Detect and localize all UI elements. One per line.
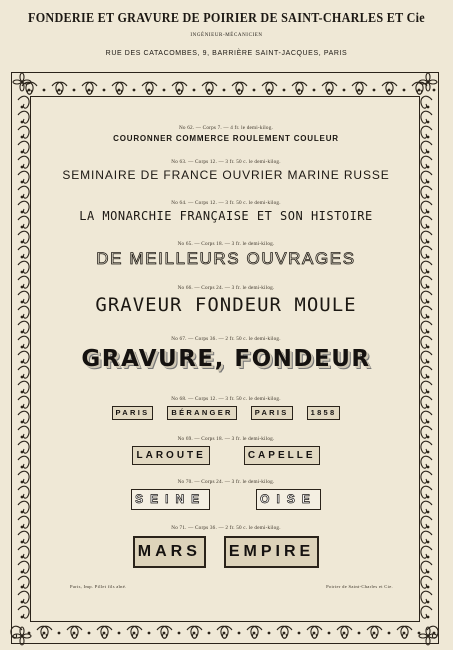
- banner-word: PARIS: [251, 406, 293, 420]
- specimen-spec: No 65. — Corps 18. — 3 fr. le demi-kilog.: [177, 241, 275, 247]
- specimen-line: LA MONARCHIE FRANÇAISE ET SON HISTOIRE: [79, 209, 373, 223]
- specimen-line: GRAVEUR FONDEUR MOULE: [95, 294, 357, 316]
- banner-word: SEINE: [131, 489, 210, 510]
- specimen-line: DE MEILLEURS OUVRAGES: [96, 249, 356, 268]
- banner-word: EMPIRE: [224, 536, 319, 568]
- specimen-line: COURONNER COMMERCE ROULEMENT COULEUR: [113, 134, 339, 143]
- banner-word: PARIS: [112, 406, 154, 420]
- specimen-line: GRAVURE, FONDEUR: [81, 346, 371, 372]
- specimen-spec: No 67. — Corps 36. — 2 fr. 50 c. le demi-kilog.: [171, 336, 281, 342]
- banner-word: CAPELLE: [244, 446, 320, 465]
- foundry-address: RUE DES CATACOMBES, 9, BARRIÈRE SAINT-JACQUES, PARIS: [105, 50, 348, 57]
- banner-word: OISE: [256, 489, 321, 510]
- specimen-line: SEMINAIRE DE FRANCE OUVRIER MARINE RUSSE: [62, 168, 390, 182]
- specimen-spec: No 68. — Corps 12. — 3 fr. 50 c. le demi-kilog.: [171, 396, 281, 402]
- specimen-spec: No 64. — Corps 12. — 3 fr. 50 c. le demi-kilog.: [171, 200, 281, 206]
- specimen-spec: No 70. — Corps 24. — 3 fr. le demi-kilog.: [177, 479, 275, 485]
- banner-row: [40, 406, 412, 420]
- banner-word: LAROUTE: [132, 446, 209, 465]
- specimen-spec: No 63. — Corps 12. — 3 fr. 50 c. le demi-kilog.: [171, 159, 281, 165]
- banner-word: BÉRANGER: [167, 406, 236, 420]
- specimen-spec: No 62. — Corps 7. — 4 fr. le demi-kilog.: [178, 125, 274, 131]
- specimen-spec: No 66. — Corps 24. — 3 fr. le demi-kilog.: [177, 285, 275, 291]
- foundry-credit: Poirier de Saint-Charles et Cie.: [326, 584, 393, 589]
- banner-row: [40, 446, 412, 465]
- banner-word: MARS: [133, 536, 206, 568]
- foundry-subtitle: INGÉNIEUR-MÉCANICIEN: [190, 33, 263, 38]
- banner-word: 1858: [307, 406, 341, 420]
- specimen-spec: No 69. — Corps 18. — 3 fr. le demi-kilog.: [177, 436, 275, 442]
- banner-row: [40, 489, 412, 510]
- printer-credit: Paris, Imp. Pillet fils aîné.: [70, 584, 127, 589]
- foundry-title: FONDERIE ET GRAVURE DE POIRIER DE SAINT-CHARLES ET Cie: [28, 10, 425, 25]
- banner-row: [40, 536, 412, 568]
- specimen-spec: No 71. — Corps 36. — 2 fr. 50 c. le demi-kilog.: [171, 525, 281, 531]
